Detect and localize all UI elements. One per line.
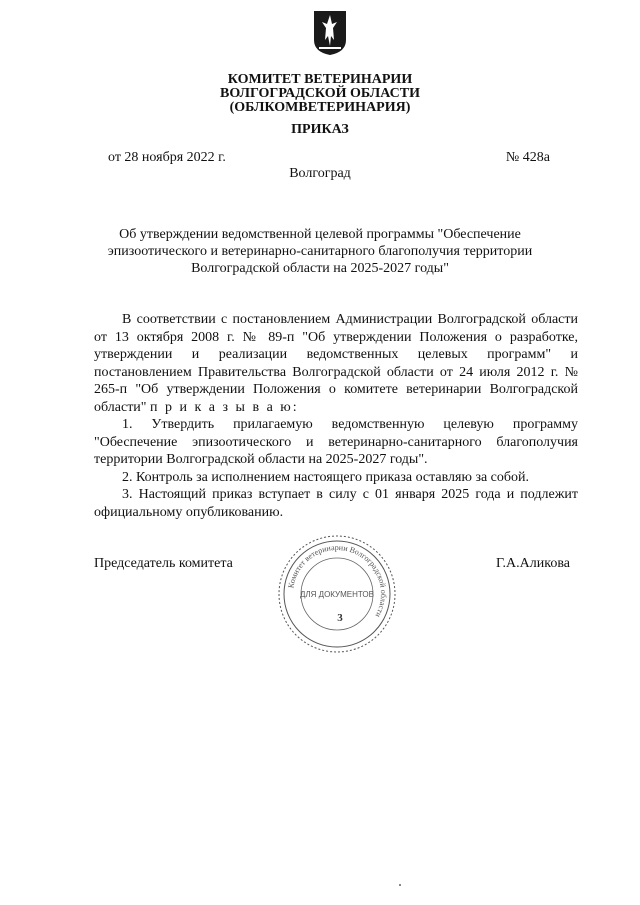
order-item-2: 2. Контроль за исполнением настоящего приказа оставляю за собой. [122, 469, 530, 485]
stamp-ring-text: Комитет ветеринарии Волгоградской области [286, 542, 389, 619]
signer-name: Г.А.Аликова [496, 556, 570, 571]
document-body [94, 311, 578, 521]
order-item-1: 1. Утвердить прилагаемую ведомственную целевую программу "Обеспечение эпизоотического и ветеринарно-санитарного благополучия территории Волгоградской области на 2025-2027 годы". [94, 417, 578, 467]
coat-of-arms-emblem [313, 10, 347, 56]
order-item-3: 3. Настоящий приказ вступает в силу с 01 января 2025 года и подлежит официальному опубликованию. [94, 487, 578, 520]
document-number: № 428а [505, 150, 550, 165]
stamp-number: 3 [337, 612, 343, 624]
scan-dot [399, 884, 401, 886]
document-date: от 28 ноября 2022 г. [108, 150, 226, 165]
intro-paragraph [94, 311, 578, 416]
stamp-center-text: ДЛЯ ДОКУМЕНТОВ [299, 590, 375, 599]
org-name-line-1: КОМИТЕТ ВЕТЕРИНАРИИ [227, 72, 413, 87]
official-seal-stamp [276, 533, 398, 655]
document-city: Волгоград [289, 166, 351, 181]
org-name-line-2: ВОЛГОГРАДСКОЙ ОБЛАСТИ [220, 86, 420, 101]
order-word: п р и к а з ы в а ю: [150, 399, 299, 415]
intro-text: В соответствии с постановлением Администрации Волгоградской области от 13 октября 2008 г. № 89-п "Об утверждении Положения о разработке, утверждении и реализации ведомственных целевых программ" и постановлением Правительства Волгоградской области от 24 июля 2012 г. № 265-п "Об утверждении Положения о комитете ветеринарии Волгоградской области" [94, 312, 578, 415]
org-short-name: (ОБЛКОМВЕТЕРИНАРИЯ) [229, 100, 411, 115]
document-subject: Об утверждении ведомственной целевой программы "Обеспечение эпизоотического и ветеринарно-санитарного благополучия территории Волгоградской области на 2025-2027 годы" [107, 227, 533, 276]
signer-title: Председатель комитета [94, 556, 233, 571]
document-type-title: ПРИКАЗ [291, 122, 349, 137]
